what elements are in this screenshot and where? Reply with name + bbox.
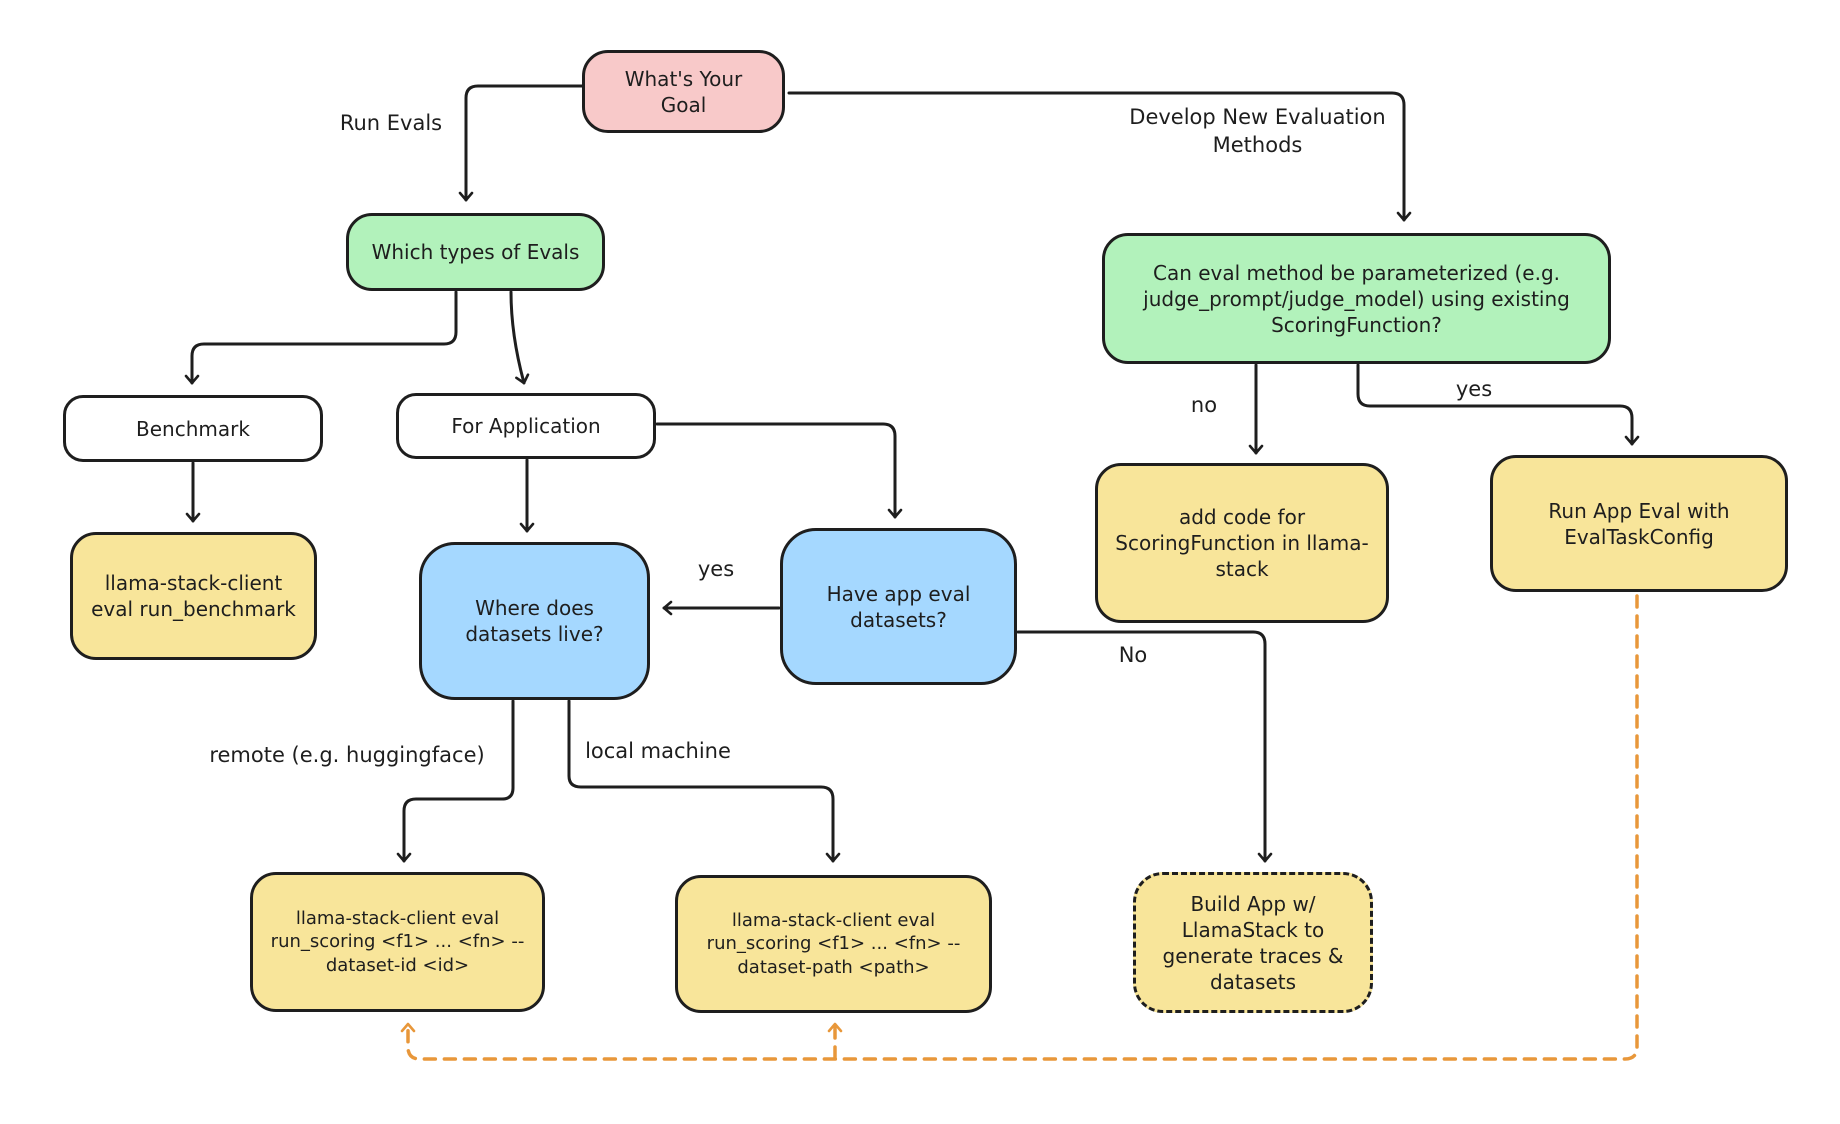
edge-which-types-to-benchmark — [192, 292, 456, 383]
node-for-application: For Application — [396, 393, 656, 459]
edge-where-datasets-local-to-run-scoring-path — [569, 701, 833, 861]
node-run-benchmark-command: llama-stack-client eval run_benchmark — [70, 532, 317, 660]
node-whats-your-goal: What's Your Goal — [582, 50, 785, 133]
edge-label-develop-new-evaluation-methods: Develop New Evaluation Methods — [1129, 105, 1386, 157]
node-build-app-llamastack: Build App w/ LlamaStack to generate traces & datasets — [1133, 872, 1373, 1013]
node-run-app-eval-evaltaskconfig: Run App Eval with EvalTaskConfig — [1490, 455, 1788, 592]
edge-label-yes-param: yes — [1455, 377, 1493, 401]
node-run-scoring-dataset-path: llama-stack-client eval run_scoring <f1> ... <fn> --dataset-path <path> — [675, 875, 992, 1013]
edge-for-application-to-have-datasets — [657, 424, 895, 517]
edge-which-types-to-for-application — [511, 292, 524, 383]
node-have-app-eval-datasets: Have app eval datasets? — [780, 528, 1017, 685]
node-benchmark: Benchmark — [63, 395, 323, 462]
node-which-types-of-evals: Which types of Evals — [346, 213, 605, 291]
edge-goal-to-which-types — [466, 86, 582, 200]
node-where-does-datasets-live: Where does datasets live? — [419, 542, 650, 700]
edge-label-no-param: no — [1190, 393, 1218, 417]
node-add-code-scoringfunction: add code for ScoringFunction in llama-stack — [1095, 463, 1389, 623]
edge-label-yes-have-to-where: yes — [697, 557, 735, 581]
edge-label-run-evals: Run Evals — [339, 111, 443, 135]
edge-label-local-machine: local machine — [585, 739, 731, 763]
edge-label-remote-huggingface: remote (e.g. huggingface) — [209, 743, 485, 767]
node-can-eval-method-be-parameterized: Can eval method be parameterized (e.g. judge_prompt/judge_model) using existing ScoringFunction? — [1102, 233, 1611, 364]
edge-label-no-have-to-build: No — [1118, 643, 1148, 667]
node-run-scoring-dataset-id: llama-stack-client eval run_scoring <f1> ... <fn> --dataset-id <id> — [250, 872, 545, 1012]
edge-where-datasets-remote-to-run-scoring-id — [404, 701, 513, 861]
